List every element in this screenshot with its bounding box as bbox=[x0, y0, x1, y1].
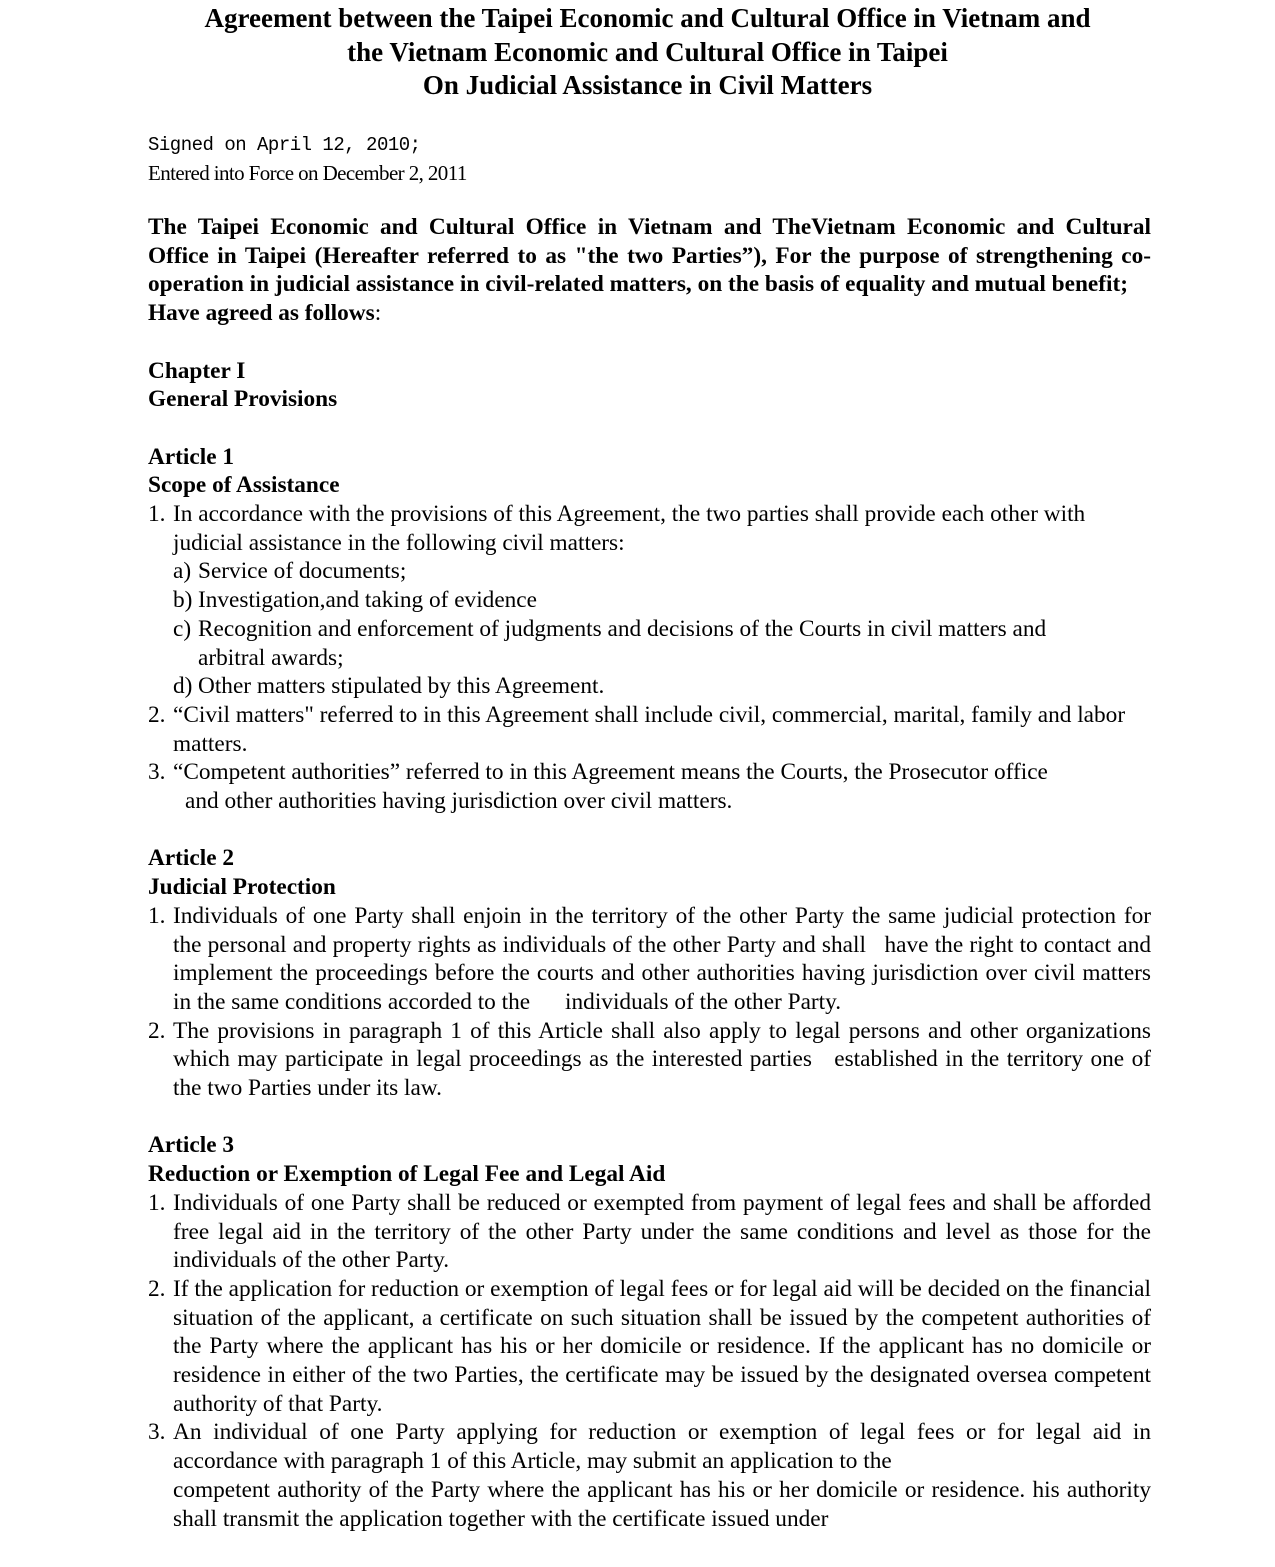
article-2-number: Article 2 bbox=[148, 845, 235, 872]
article-3-paragraph-1 bbox=[148, 1189, 1151, 1275]
item-letter: a) bbox=[173, 558, 192, 585]
article-1-item-b bbox=[173, 586, 1151, 615]
paragraph-text: If the application for reduction or exemption of legal fees or for legal aid will be decided on the financial situation of the applicant, a certificate on such situation shall be issued by the competent authorities of the Party where the applicant has his or her domicile or residence. If the applicant has no domicile or residence in either of the two Parties, the certificate may be issued by the designated oversea competent authority of that Party. bbox=[173, 1275, 1151, 1417]
paragraph-number: 1. bbox=[148, 902, 166, 929]
document-body bbox=[148, 213, 1157, 1533]
paragraph-text-line-2: competent authority of the Party where the applicant has his or her domicile or residence. his authority shall transmit the application together with the certificate issued under bbox=[173, 1476, 1151, 1532]
paragraph-text-line-2: and other authorities having jurisdiction over civil matters. bbox=[185, 788, 733, 815]
paragraph-text: Individuals of one Party shall enjoin in the territory of the other Party the same judicial protection for the personal and property rights as individuals of the other Party and shall have the right to contact and implement the proceedings before the courts and other authorities having jurisdiction over civil matters in the same conditions accorded to the individuals of the other Party. bbox=[173, 902, 1157, 1015]
item-text: Recognition and enforcement of judgments and decisions of the Courts in civil matters and arbitral awards; bbox=[198, 615, 1047, 671]
paragraph-number: 2. bbox=[148, 1275, 166, 1302]
item-text: Other matters stipulated by this Agreement. bbox=[198, 673, 605, 700]
item-letter: d) bbox=[173, 673, 193, 700]
paragraph-number: 3. bbox=[148, 759, 166, 786]
paragraph-number: 2. bbox=[148, 701, 166, 728]
item-text: Service of documents; bbox=[198, 558, 407, 585]
paragraph-number: 2. bbox=[148, 1017, 166, 1044]
chapter-title: General Provisions bbox=[148, 386, 338, 413]
item-letter: c) bbox=[173, 615, 192, 642]
paragraph-text-line-1: An individual of one Party applying for reduction or exemption of legal fees or for legal aid in accordance with paragraph 1 of this Article, may submit an application to the bbox=[173, 1419, 1151, 1475]
article-3-paragraph-3 bbox=[148, 1418, 1151, 1533]
entered-into-force-date: Entered into Force on December 2, 2011 bbox=[148, 161, 467, 185]
article-1-item-d bbox=[173, 672, 1151, 701]
signed-date: Signed on April 12, 2010; bbox=[148, 134, 421, 156]
title-line-1: Agreement between the Taipei Economic and Cultural Office in Vietnam and bbox=[204, 3, 1091, 33]
agreed-colon: : bbox=[374, 300, 382, 327]
paragraph-text: The provisions in paragraph 1 of this Article shall also apply to legal persons and other organizations which may participate in legal proceedings as the interested parties established in the territory one of the two Parties under its law. bbox=[173, 1017, 1157, 1102]
dates-block bbox=[148, 131, 467, 187]
article-1-number: Article 1 bbox=[148, 443, 235, 470]
article-1-item-c bbox=[173, 615, 1109, 672]
paragraph-number: 3. bbox=[148, 1419, 166, 1446]
paragraph-number: 1. bbox=[148, 1189, 166, 1216]
title-line-2: the Vietnam Economic and Cultural Office in Taipei bbox=[347, 36, 948, 67]
article-1-paragraph-1 bbox=[148, 500, 1151, 557]
item-text: Investigation,and taking of evidence bbox=[198, 587, 537, 614]
article-1-title: Scope of Assistance bbox=[148, 472, 340, 499]
item-letter: b) bbox=[173, 587, 193, 614]
article-3-number: Article 3 bbox=[148, 1132, 235, 1159]
paragraph-text: “Civil matters" referred to in this Agreement shall include civil, commercial, marital, family and labor matters. bbox=[173, 701, 1126, 757]
preamble-text: The Taipei Economic and Cultural Office in Vietnam and TheVietnam Economic and Cultural Office in Taipei (Hereafter referred to as "the two Parties”), For the purpose of strengthening co-operation in judicial assistance in civil-related matters, on the basis of equality and mutual benefit; bbox=[148, 214, 1151, 298]
chapter-number: Chapter I bbox=[148, 357, 246, 384]
agreed-text: Have agreed as follows bbox=[148, 300, 375, 327]
document-title bbox=[0, 2, 1275, 103]
paragraph-text-line-1: “Competent authorities” referred to in this Agreement means the Courts, the Prosecutor office bbox=[173, 759, 1048, 786]
article-3-paragraph-2 bbox=[148, 1275, 1151, 1419]
article-1-item-a bbox=[173, 557, 1151, 586]
paragraph-text: Individuals of one Party shall be reduced or exempted from payment of legal fees and shall be afforded free legal aid in the territory of the other Party under the same conditions and level as those for the individuals of the other Party. bbox=[173, 1189, 1151, 1274]
article-2-title: Judicial Protection bbox=[148, 874, 336, 901]
preamble-agreed bbox=[148, 299, 1151, 328]
article-2-paragraph-1 bbox=[148, 902, 1157, 1017]
article-3-title: Reduction or Exemption of Legal Fee and Legal Aid bbox=[148, 1161, 666, 1188]
title-line-3: On Judicial Assistance in Civil Matters bbox=[422, 70, 873, 100]
paragraph-number: 1. bbox=[148, 501, 166, 527]
paragraph-text: In accordance with the provisions of this Agreement, the two parties shall provide each other with judicial assistance in the following civil matters: bbox=[173, 501, 1086, 556]
article-1-paragraph-3 bbox=[148, 758, 1151, 815]
article-2-paragraph-2 bbox=[148, 1017, 1157, 1103]
article-1-paragraph-2 bbox=[148, 701, 1137, 758]
